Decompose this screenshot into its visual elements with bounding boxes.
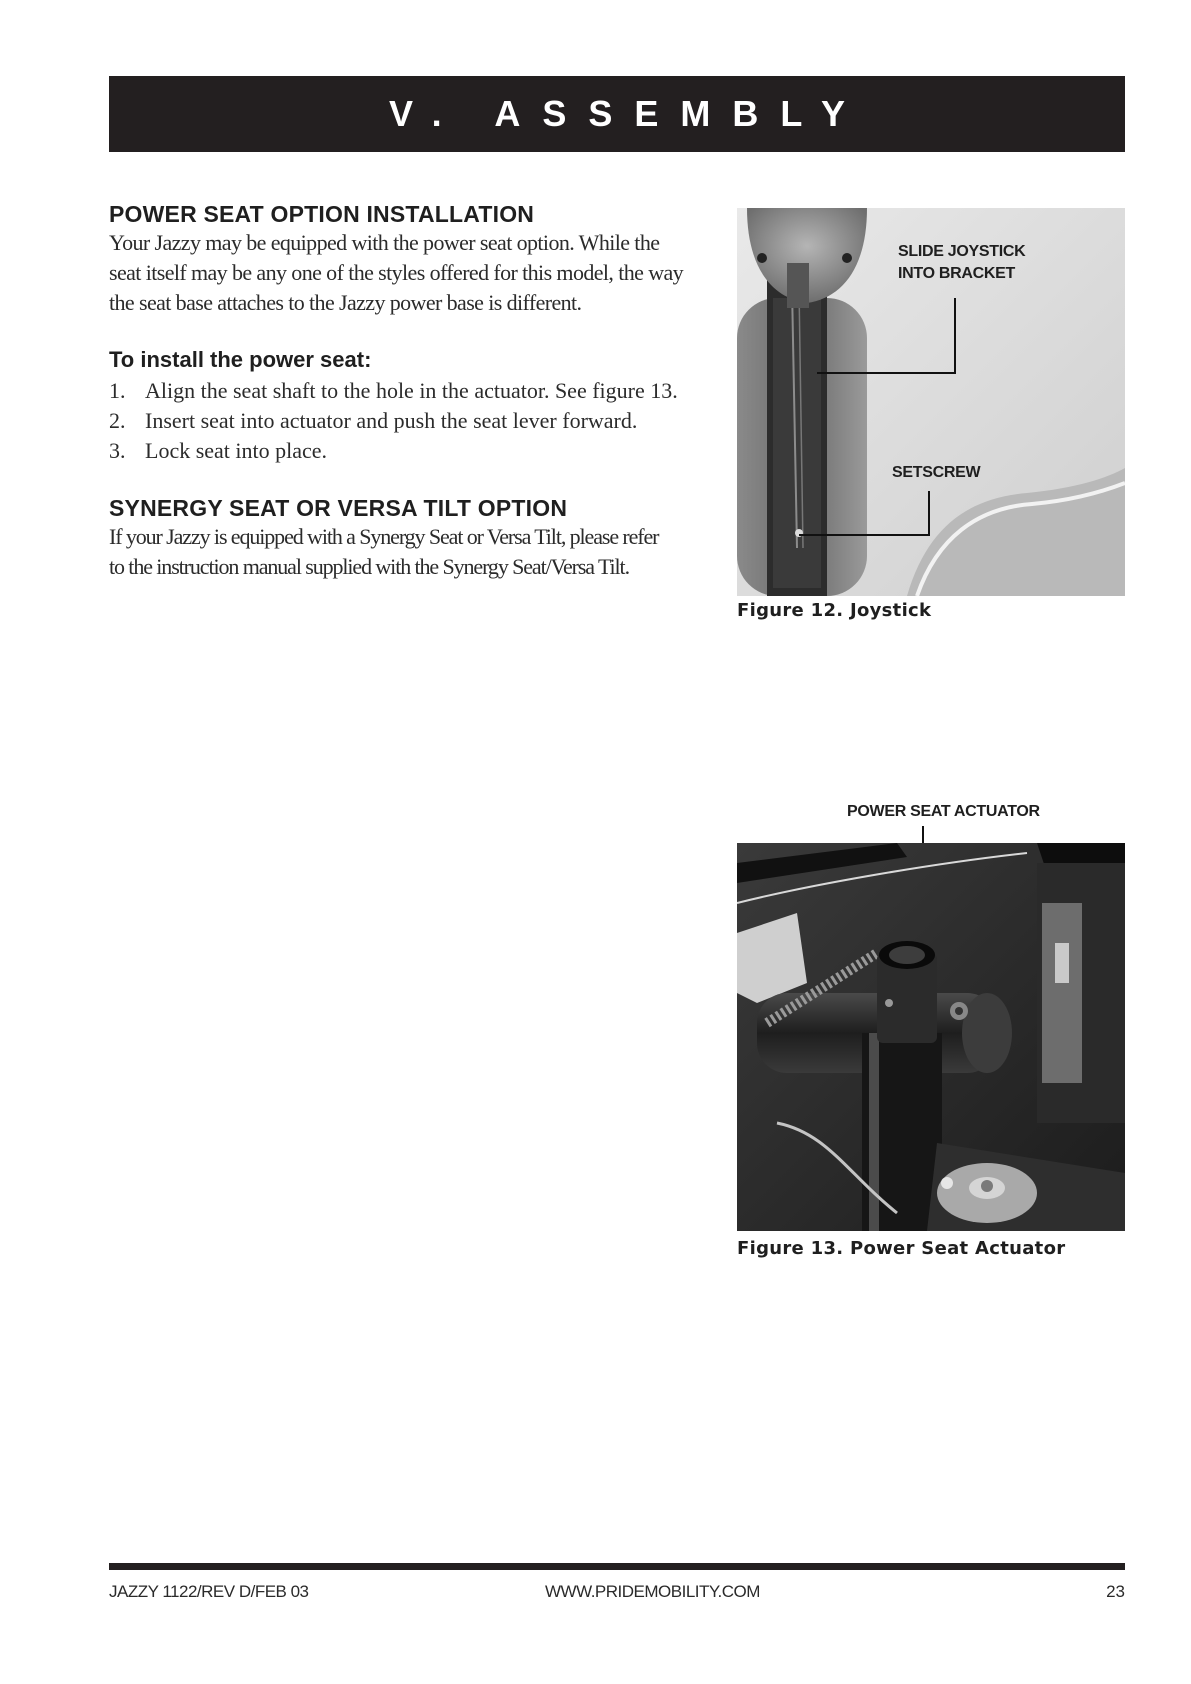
footer-document-id: JAZZY 1122/REV D/FEB 03 — [109, 1582, 309, 1601]
list-item — [109, 376, 709, 406]
step-text: Align the seat shaft to the hole in the actuator. See figure 13. — [145, 378, 678, 403]
step-text: Insert seat into actuator and push the seat lever forward. — [145, 408, 638, 433]
step-number: 1. — [109, 378, 126, 403]
footer-page-number: 23 — [1106, 1582, 1125, 1601]
section-title: V. ASSEMBLY — [388, 93, 868, 134]
synergy-heading: SYNERGY SEAT OR VERSA TILT OPTION — [109, 495, 568, 521]
footer-website: WWW.PRIDEMOBILITY.COM — [545, 1582, 760, 1601]
power-seat-heading: POWER SEAT OPTION INSTALLATION — [109, 201, 535, 227]
step-text: Lock seat into place. — [145, 438, 328, 463]
synergy-paragraph — [109, 522, 709, 582]
paragraph-line: If your Jazzy is equipped with a Synergy Seat or Versa Tilt, please refer — [109, 524, 659, 549]
callout-power-seat-actuator: POWER SEAT ACTUATOR — [847, 803, 1040, 820]
list-item — [109, 436, 709, 466]
synergy-section — [109, 494, 709, 582]
figure-12-caption: Figure 12. Joystick — [737, 600, 932, 621]
paragraph-line: Your Jazzy may be equipped with the power seat option. While the — [109, 230, 660, 255]
actuator-photo-illustration — [737, 843, 1125, 1231]
callout-line: INTO BRACKET — [898, 265, 1015, 282]
callout-slide-joystick — [898, 241, 1025, 285]
step-number: 3. — [109, 438, 126, 463]
install-subheading: To install the power seat: — [109, 347, 372, 372]
paragraph-line: seat itself may be any one of the styles offered for this model, the way — [109, 260, 684, 285]
figure-13-caption: Figure 13. Power Seat Actuator — [737, 1238, 1066, 1259]
figure-13-actuator-photo — [737, 843, 1125, 1231]
install-steps-list — [109, 376, 709, 466]
paragraph-line: the seat base attaches to the Jazzy power base is different. — [109, 290, 582, 315]
callout-setscrew: SETSCREW — [892, 464, 981, 481]
main-text-column — [109, 200, 709, 582]
callout-line: SLIDE JOYSTICK — [898, 243, 1026, 260]
list-item — [109, 406, 709, 436]
power-seat-paragraph — [109, 228, 709, 318]
section-header-bar — [109, 76, 1125, 152]
footer-rule — [109, 1563, 1125, 1570]
paragraph-line: to the instruction manual supplied with the Synergy Seat/Versa Tilt. — [109, 554, 629, 579]
step-number: 2. — [109, 408, 126, 433]
